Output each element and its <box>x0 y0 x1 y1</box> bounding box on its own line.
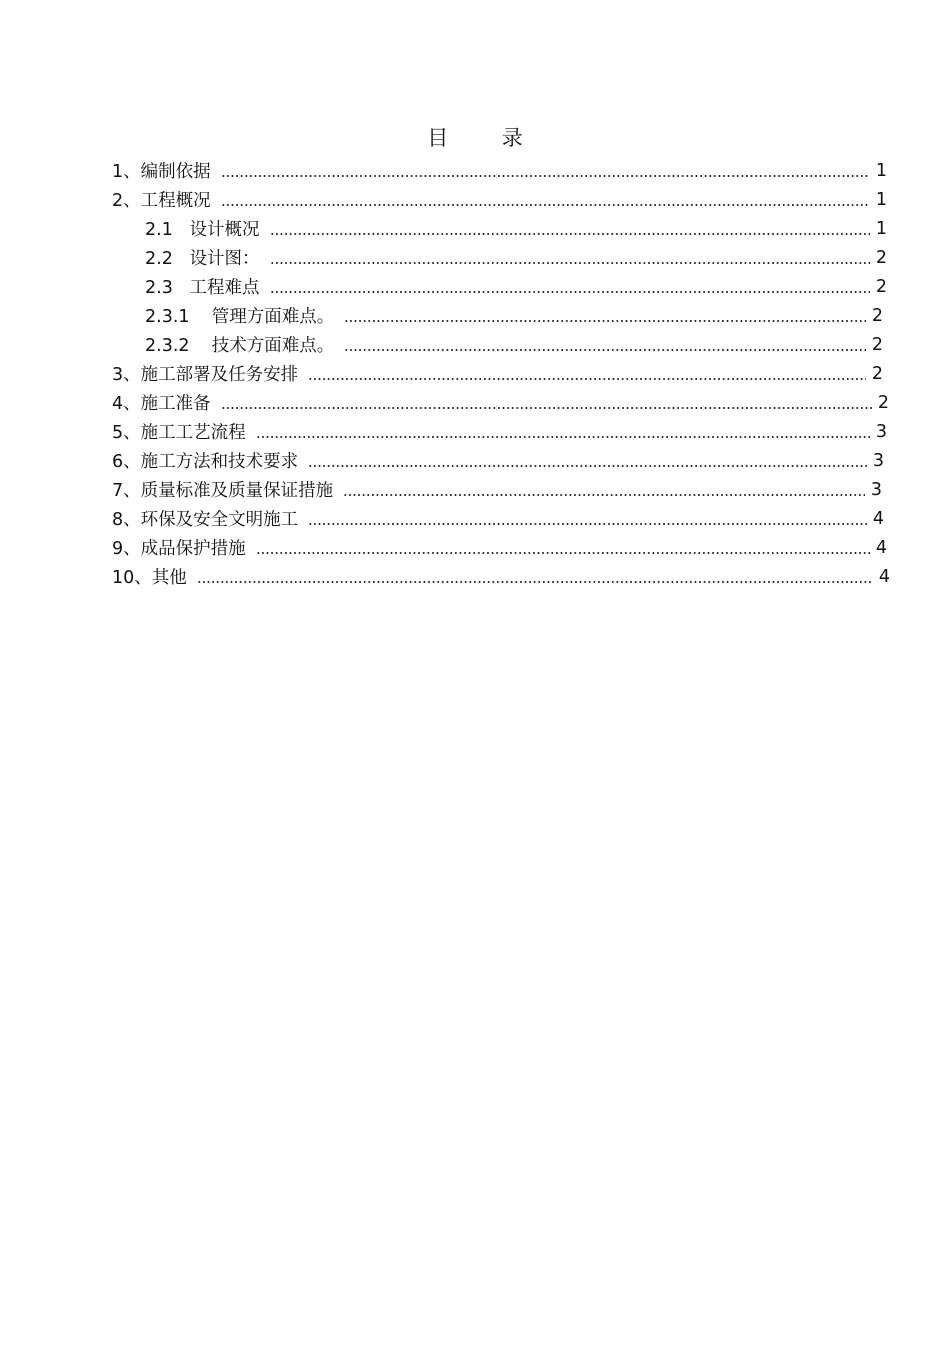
toc-entry-5[interactable] <box>0 417 950 446</box>
dot-leader <box>344 318 866 324</box>
toc-page-number: 2 <box>877 392 889 413</box>
dot-leader <box>221 202 870 208</box>
dot-leader <box>270 260 870 266</box>
toc-entry-2-3[interactable] <box>0 272 950 301</box>
table-of-contents <box>0 156 950 591</box>
toc-entry-text: 3、施工部署及任务安排 <box>112 365 299 385</box>
toc-page-number: 2 <box>875 276 887 297</box>
toc-entry-text: 5、施工工艺流程 <box>112 423 246 443</box>
toc-page-number: 1 <box>875 189 887 210</box>
toc-entry-3[interactable] <box>0 359 950 388</box>
toc-entry-6[interactable] <box>0 446 950 475</box>
toc-entry-8[interactable] <box>0 504 950 533</box>
dot-leader <box>344 347 866 353</box>
dot-leader <box>270 289 870 295</box>
toc-title: 目 录 <box>427 126 523 150</box>
dot-leader <box>221 405 872 411</box>
toc-page-number: 4 <box>872 508 884 529</box>
toc-entry-text: 2.1 设计概况 <box>145 220 260 240</box>
dot-leader <box>197 579 873 585</box>
toc-entry-text: 2.3.1 管理方面难点。 <box>145 307 335 327</box>
toc-entry-7[interactable] <box>0 475 950 504</box>
toc-entry-text: 7、质量标准及质量保证措施 <box>112 481 334 501</box>
dot-leader <box>308 376 866 382</box>
toc-entry-2-3-1[interactable] <box>0 301 950 330</box>
toc-entry-text: 6、施工方法和技术要求 <box>112 452 299 472</box>
toc-page-number: 3 <box>870 479 882 500</box>
dot-leader <box>256 434 870 440</box>
toc-entry-text: 4、施工准备 <box>112 394 211 414</box>
toc-entry-2[interactable] <box>0 185 950 214</box>
toc-page-number: 1 <box>875 160 887 181</box>
dot-leader <box>221 173 870 179</box>
toc-entry-text: 9、成品保护措施 <box>112 539 246 559</box>
dot-leader <box>308 463 867 469</box>
toc-page-number: 3 <box>875 421 887 442</box>
toc-page-number: 4 <box>878 566 890 587</box>
toc-entry-text: 10、其他 <box>112 568 187 588</box>
toc-page-number: 3 <box>872 450 884 471</box>
dot-leader <box>270 231 870 237</box>
dot-leader <box>256 550 870 556</box>
toc-entry-1[interactable] <box>0 156 950 185</box>
dot-leader <box>343 492 865 498</box>
toc-page-number: 1 <box>875 218 887 239</box>
toc-entry-text: 8、环保及安全文明施工 <box>112 510 299 530</box>
toc-entry-2-2[interactable] <box>0 243 950 272</box>
toc-entry-text: 2.3 工程难点 <box>145 278 260 298</box>
toc-page-number: 2 <box>871 305 883 326</box>
toc-page-number: 2 <box>875 247 887 268</box>
toc-page-number: 4 <box>875 537 887 558</box>
toc-entry-9[interactable] <box>0 533 950 562</box>
toc-entry-text: 2.2 设计图： <box>145 249 260 269</box>
dot-leader <box>308 521 867 527</box>
toc-entry-4[interactable] <box>0 388 950 417</box>
toc-entry-10[interactable] <box>0 562 950 591</box>
toc-entry-text: 2.3.2 技术方面难点。 <box>145 336 335 356</box>
toc-page-number: 2 <box>871 363 883 384</box>
toc-entry-2-3-2[interactable] <box>0 330 950 359</box>
toc-entry-text: 2、工程概况 <box>112 191 211 211</box>
toc-entry-2-1[interactable] <box>0 214 950 243</box>
toc-entry-text: 1、编制依据 <box>112 162 211 182</box>
toc-page-number: 2 <box>871 334 883 355</box>
